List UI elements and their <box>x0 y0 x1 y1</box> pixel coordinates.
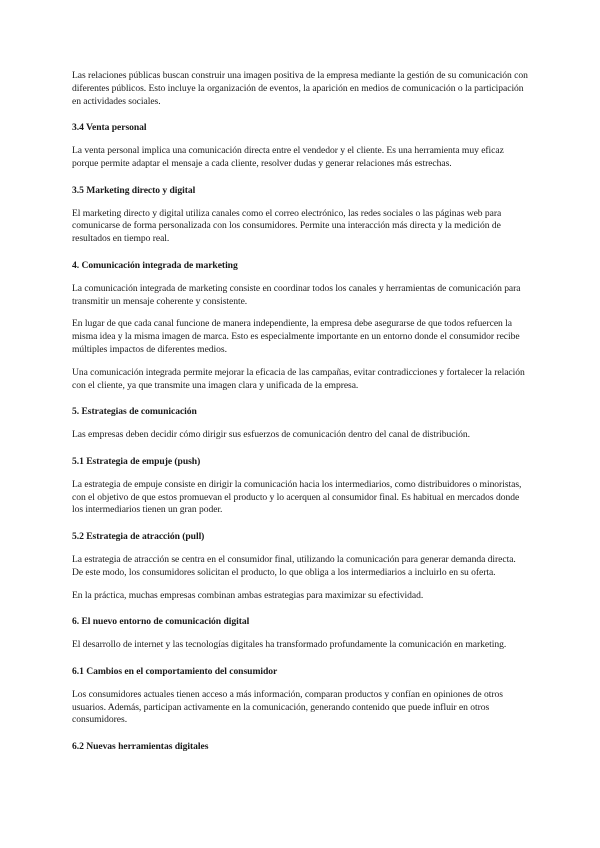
section-heading: 6.2 Nuevas herramientas digitales <box>72 741 209 753</box>
section-heading: 6.1 Cambios en el comportamiento del consumidor <box>72 665 278 677</box>
paragraph: Una comunicación integrada permite mejorar la eficacia de las campañas, evitar contradicciones y fortalecer la relación con el cliente, ya que transmite una imagen clara y unificada de la empresa. <box>72 366 525 391</box>
paragraph: Los consumidores actuales tienen acceso a más información, comparan productos y confían en opiniones de otros usuarios. Además, participan activamente en la comunicación, generando contenido que puede influir en otros consumidores. <box>72 688 503 726</box>
document-page <box>72 70 528 754</box>
section-heading: 3.4 Venta personal <box>72 122 147 134</box>
paragraph: En lugar de que cada canal funcione de manera independiente, la empresa debe asegurarse de que todos refuercen la misma idea y la misma imagen de marca. Esto es especialmente importante en un entorno donde el consumidor recibe múltiples impactos de diferentes medios. <box>72 318 520 355</box>
paragraph: Las relaciones públicas buscan construir una imagen positiva de la empresa mediante la gestión de su comunicación con diferentes públicos. Esto incluye la organización de eventos, la aparición en medios de comunicación o la participación en actividades sociales. <box>72 70 528 107</box>
paragraph: La estrategia de atracción se centra en el consumidor final, utilizando la comunicación para generar demanda directa. De este modo, los consumidores solicitan el producto, lo que obliga a los intermediarios a incluirlo en su oferta. <box>72 553 516 578</box>
section-heading: 5. Estrategias de comunicación <box>72 406 197 418</box>
section-heading: 5.2 Estrategia de atracción (pull) <box>72 531 205 543</box>
paragraph: La estrategia de empuje consiste en dirigir la comunicación hacia los intermediarios, como distribuidores o minoristas, con el objetivo de que estos promuevan el producto y lo acerquen al consumidor final. Es habitual en mercados donde los intermediarios tienen un gran poder. <box>72 478 522 516</box>
section-heading: 5.1 Estrategia de empuje (push) <box>72 455 201 467</box>
paragraph: El desarrollo de internet y las tecnologías digitales ha transformado profundamente la comunicación en marketing. <box>72 639 507 651</box>
section-heading: 3.5 Marketing directo y digital <box>72 184 196 196</box>
paragraph: El marketing directo y digital utiliza canales como el correo electrónico, las redes sociales o las páginas web para comunicarse de forma personalizada con los consumidores. Permite una interacción más directa y la medición de resultados en tiempo real. <box>72 207 502 245</box>
paragraph: La venta personal implica una comunicación directa entre el vendedor y el cliente. Es una herramienta muy eficaz porque permite adaptar el mensaje a cada cliente, resolver dudas y generar relaciones más estrechas. <box>72 145 504 169</box>
section-heading: 6. El nuevo entorno de comunicación digital <box>72 616 250 628</box>
paragraph: La comunicación integrada de marketing consiste en coordinar todos los canales y herramientas de comunicación para transmitir un mensaje coherente y consistente. <box>72 282 521 307</box>
paragraph: En la práctica, muchas empresas combinan ambas estrategias para maximizar su efectividad. <box>72 589 424 601</box>
paragraph: Las empresas deben decidir cómo dirigir sus esfuerzos de comunicación dentro del canal de distribución. <box>72 429 470 441</box>
section-heading: 4. Comunicación integrada de marketing <box>72 259 238 271</box>
